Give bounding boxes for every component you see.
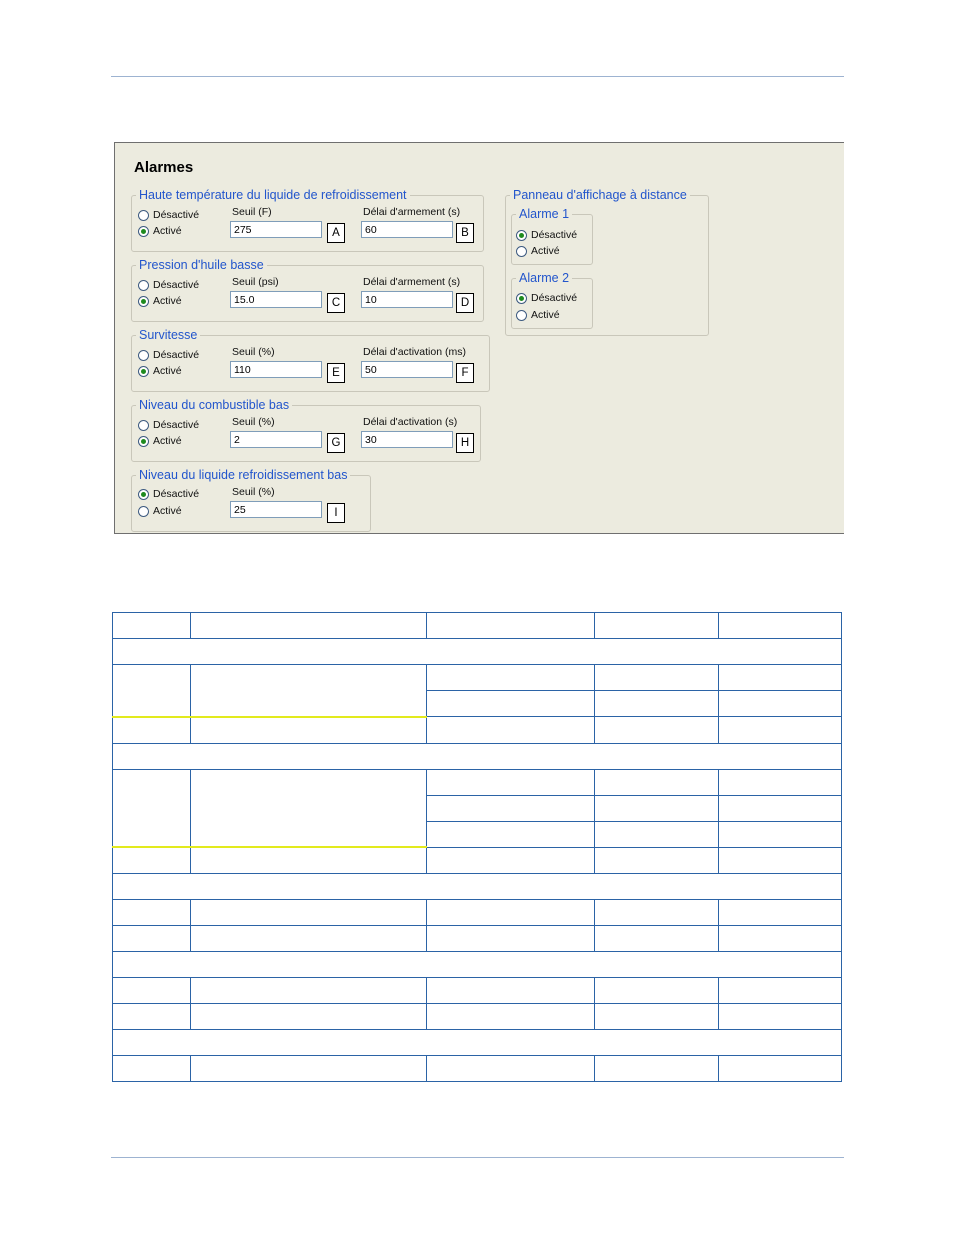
threshold-input[interactable]: 25 xyxy=(230,501,322,518)
table-cell xyxy=(427,926,595,952)
radio-label: Activé xyxy=(153,505,182,517)
threshold-input[interactable]: 110 xyxy=(230,361,322,378)
table-cell xyxy=(719,900,842,926)
table-cell xyxy=(595,717,719,744)
table-cell xyxy=(191,978,427,1004)
table-cell xyxy=(595,665,719,691)
table-cell xyxy=(113,717,191,744)
radio-checked-icon xyxy=(138,489,149,500)
table-cell xyxy=(719,691,842,717)
radio-label: Activé xyxy=(153,225,182,237)
radio-enabled[interactable] xyxy=(138,225,182,237)
delay-input[interactable]: 50 xyxy=(361,361,453,378)
table-cell xyxy=(113,769,191,847)
table-cell xyxy=(595,795,719,821)
table-row xyxy=(113,717,842,744)
table-cell xyxy=(191,900,427,926)
radio-enabled[interactable] xyxy=(138,435,182,447)
radio-enabled[interactable] xyxy=(516,309,560,321)
table-cell xyxy=(719,1056,842,1082)
radio-disabled[interactable] xyxy=(516,292,577,304)
group-legend: Pression d'huile basse xyxy=(139,258,264,272)
table-cell xyxy=(427,1004,595,1030)
table-cell xyxy=(427,691,595,717)
group-legend: Alarme 1 xyxy=(519,207,570,221)
table-cell xyxy=(113,847,191,874)
table-cell xyxy=(427,613,595,639)
radio-label: Activé xyxy=(153,435,182,447)
table-cell xyxy=(427,1056,595,1082)
radio-enabled[interactable] xyxy=(516,245,560,257)
callout-tag: I xyxy=(327,503,345,523)
table-cell xyxy=(113,978,191,1004)
delay-label: Délai d'armement (s) xyxy=(363,206,461,218)
threshold-input[interactable]: 2 xyxy=(230,431,322,448)
table-cell xyxy=(719,821,842,847)
radio-enabled[interactable] xyxy=(138,365,182,377)
table-row xyxy=(113,978,842,1004)
table-cell xyxy=(113,874,842,900)
radio-circle-icon xyxy=(516,310,527,321)
table-cell xyxy=(719,847,842,874)
table-header-row xyxy=(113,613,842,639)
table-cell xyxy=(719,717,842,744)
radio-checked-icon xyxy=(138,366,149,377)
table-cell xyxy=(191,717,427,744)
table-cell xyxy=(191,665,427,717)
radio-label: Désactivé xyxy=(153,488,200,500)
callout-tag: E xyxy=(327,363,345,383)
radio-checked-icon xyxy=(138,296,149,307)
callout-tag: A xyxy=(327,223,345,243)
table-cell xyxy=(427,665,595,691)
group-legend: Alarme 2 xyxy=(519,271,570,285)
table-cell xyxy=(719,769,842,795)
table-cell xyxy=(595,847,719,874)
table-cell xyxy=(595,613,719,639)
threshold-input[interactable]: 275 xyxy=(230,221,322,238)
panel-title: Alarmes xyxy=(134,159,194,176)
table-cell xyxy=(427,821,595,847)
group-legend: Panneau d'affichage à distance xyxy=(513,188,687,202)
group-legend: Niveau du combustible bas xyxy=(139,398,290,412)
table-cell xyxy=(427,847,595,874)
threshold-input[interactable]: 15.0 xyxy=(230,291,322,308)
callout-tag: G xyxy=(327,433,345,453)
table-row xyxy=(113,665,842,691)
radio-label: Désactivé xyxy=(153,279,200,291)
table-cell xyxy=(719,926,842,952)
delay-input[interactable]: 60 xyxy=(361,221,453,238)
table-cell xyxy=(113,900,191,926)
radio-label: Désactivé xyxy=(153,209,200,221)
radio-circle-icon xyxy=(138,350,149,361)
table-cell xyxy=(595,821,719,847)
table-cell xyxy=(191,769,427,847)
radio-checked-icon xyxy=(516,230,527,241)
radio-checked-icon xyxy=(516,293,527,304)
table-cell xyxy=(595,900,719,926)
table-cell xyxy=(113,1056,191,1082)
table-cell xyxy=(427,769,595,795)
threshold-label: Seuil (%) xyxy=(232,486,275,498)
radio-label: Activé xyxy=(153,365,182,377)
table-cell xyxy=(427,900,595,926)
table-cell xyxy=(595,926,719,952)
table-cell xyxy=(113,1030,842,1056)
table-section-row xyxy=(113,1030,842,1056)
table-cell xyxy=(719,665,842,691)
radio-checked-icon xyxy=(138,226,149,237)
radio-label: Désactivé xyxy=(153,419,200,431)
table-cell xyxy=(191,926,427,952)
table-row xyxy=(113,900,842,926)
callout-tag: F xyxy=(456,363,474,383)
radio-disabled[interactable] xyxy=(138,419,199,431)
callout-tag: H xyxy=(456,433,474,453)
table-row xyxy=(113,1056,842,1082)
threshold-label: Seuil (F) xyxy=(232,206,272,218)
table-section-row xyxy=(113,874,842,900)
table-cell xyxy=(719,795,842,821)
radio-label: Désactivé xyxy=(153,349,200,361)
threshold-label: Seuil (%) xyxy=(232,346,275,358)
table-cell xyxy=(595,1056,719,1082)
delay-input[interactable]: 10 xyxy=(361,291,453,308)
radio-label: Activé xyxy=(531,309,560,321)
table-cell xyxy=(427,717,595,744)
group-legend: Survitesse xyxy=(139,328,198,342)
table-cell xyxy=(113,926,191,952)
group-legend: Haute température du liquide de refroidissement xyxy=(139,188,407,202)
table-cell xyxy=(595,978,719,1004)
table-row xyxy=(113,769,842,795)
radio-checked-icon xyxy=(138,436,149,447)
radio-label: Désactivé xyxy=(531,292,578,304)
table-section-row xyxy=(113,952,842,978)
alarm-settings-panel xyxy=(114,142,844,534)
group-legend: Niveau du liquide refroidissement bas xyxy=(139,468,348,482)
table-cell xyxy=(113,613,191,639)
table-cell xyxy=(719,613,842,639)
table-cell xyxy=(191,847,427,874)
callout-tag: C xyxy=(327,293,345,313)
table-section-row xyxy=(113,743,842,769)
table-section-row xyxy=(113,639,842,665)
radio-disabled[interactable] xyxy=(138,209,199,221)
table-cell xyxy=(719,1004,842,1030)
radio-label: Désactivé xyxy=(531,229,578,241)
table-cell xyxy=(191,1056,427,1082)
table-cell xyxy=(113,639,842,665)
radio-circle-icon xyxy=(138,420,149,431)
table-cell xyxy=(719,978,842,1004)
table-cell xyxy=(427,978,595,1004)
table-row xyxy=(113,1004,842,1030)
radio-disabled[interactable] xyxy=(516,229,577,241)
radio-circle-icon xyxy=(138,506,149,517)
radio-disabled[interactable] xyxy=(138,349,199,361)
table-cell xyxy=(595,769,719,795)
table-cell xyxy=(113,1004,191,1030)
radio-circle-icon xyxy=(516,246,527,257)
threshold-label: Seuil (%) xyxy=(232,416,275,428)
callout-tag: B xyxy=(456,223,474,243)
settings-table xyxy=(112,612,841,1082)
delay-input[interactable]: 30 xyxy=(361,431,453,448)
footer-rule xyxy=(111,1157,844,1158)
table-cell xyxy=(427,795,595,821)
radio-circle-icon xyxy=(138,280,149,291)
delay-label: Délai d'activation (s) xyxy=(363,416,458,428)
header-rule xyxy=(111,76,844,77)
table-cell xyxy=(191,613,427,639)
callout-tag: D xyxy=(456,293,474,313)
radio-label: Activé xyxy=(153,295,182,307)
radio-disabled[interactable] xyxy=(138,279,199,291)
radio-disabled[interactable] xyxy=(138,488,199,500)
threshold-label: Seuil (psi) xyxy=(232,276,279,288)
delay-label: Délai d'activation (ms) xyxy=(363,346,466,358)
table-cell xyxy=(595,1004,719,1030)
table-cell xyxy=(113,665,191,717)
table-row xyxy=(113,926,842,952)
radio-circle-icon xyxy=(138,210,149,221)
table-cell xyxy=(113,952,842,978)
table-cell xyxy=(191,1004,427,1030)
radio-enabled[interactable] xyxy=(138,505,182,517)
radio-enabled[interactable] xyxy=(138,295,182,307)
radio-label: Activé xyxy=(531,245,560,257)
table-cell xyxy=(595,691,719,717)
table-row xyxy=(113,847,842,874)
table-cell xyxy=(113,743,842,769)
delay-label: Délai d'armement (s) xyxy=(363,276,461,288)
